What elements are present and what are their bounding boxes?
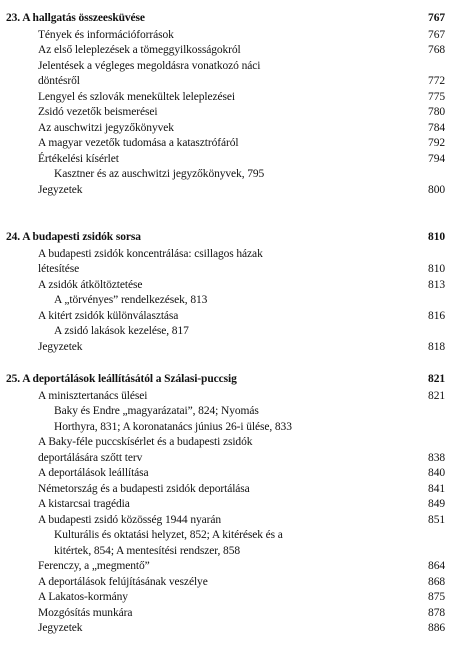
chapter-heading-text: 23. A hallgatás összeesküvése: [6, 12, 145, 24]
toc-entry-text: A budapesti zsidó közösség 1944 nyarán: [38, 513, 222, 526]
toc-entry-page-number: 851: [428, 513, 445, 526]
toc-entry-text: kitértek, 854; A mentesítési rendszer, 858: [54, 544, 241, 557]
toc-entry-text: A „törvényes” rendelkezések, 813: [54, 294, 208, 306]
toc-entry-page-number: 816: [428, 309, 445, 322]
toc-entry-text: A Baky-féle puccskísérlet és a budapesti zsidók: [38, 436, 253, 448]
toc-entry-page-number: 800: [428, 183, 445, 196]
toc-entry-text: Jegyzetek: [38, 183, 83, 196]
toc-entry-text: Zsidó vezetők beismerései: [38, 106, 158, 118]
toc-entry-text: Kasztner és az auschwitzi jegyzőkönyvek, 795: [54, 168, 265, 180]
toc-entry-page-number: 775: [428, 90, 445, 103]
toc-entry-text: A zsidó lakások kezelése, 817: [54, 325, 189, 337]
toc-entry-text: Jegyzetek: [38, 340, 83, 353]
toc-entry-text: döntésről: [38, 75, 80, 87]
toc-entry-text: A magyar vezetők tudomása a katasztrófáról: [38, 137, 239, 149]
toc-entry-text: A deportálások felújításának veszélye: [38, 575, 208, 588]
toc-entry-page-number: 767: [428, 28, 445, 41]
toc-entry-text: Németország és a budapesti zsidók deportálása: [38, 482, 250, 495]
toc-entry-page-number: 784: [428, 121, 445, 134]
toc-entry-text: Lengyel és szlovák menekültek leleplezései: [38, 90, 235, 103]
toc-entry-page-number: 878: [428, 606, 445, 619]
toc-entry-text: Tények és információforrások: [38, 28, 174, 41]
toc-entry-page-number: 840: [428, 467, 445, 479]
toc-entry-page-number: 868: [428, 575, 445, 588]
toc-entry-text: A zsidók átköltöztetése: [38, 278, 143, 291]
toc-entry-text: Baky és Endre „magyarázatai”, 824; Nyomás: [54, 405, 259, 417]
chapter-heading-page-number: 767: [428, 12, 445, 24]
toc-entry-text: A deportálások leállítása: [38, 467, 149, 479]
toc-entry-page-number: 810: [428, 263, 445, 275]
toc-entry-text: létesítése: [38, 263, 80, 275]
toc-entry-text: Kulturális és oktatási helyzet, 852; A kitérések és a: [54, 529, 283, 541]
toc-entry-text: A minisztertanács ülései: [38, 389, 148, 402]
toc-entry-page-number: 841: [428, 482, 445, 495]
toc-entry-text: Horthyra, 831; A koronatanács június 26-i ülése, 833: [54, 420, 292, 433]
toc-entry-text: Az auschwitzi jegyzőkönyvek: [38, 121, 174, 134]
toc-entry-text: Mozgósítás munkára: [38, 606, 133, 619]
toc-entry-text: A Lakatos-kormány: [38, 591, 128, 603]
toc-entry-page-number: 875: [428, 591, 445, 603]
toc-entry-page-number: 864: [428, 560, 445, 572]
toc-entry-text: A budapesti zsidók koncentrálása: csillagos házak: [38, 247, 263, 260]
toc-entry-page-number: 886: [428, 622, 445, 634]
toc-entry-page-number: 813: [428, 278, 445, 291]
toc-entry-page-number: 818: [428, 340, 445, 353]
toc-entry-text: Jegyzetek: [38, 622, 83, 634]
chapter-heading-page-number: 821: [428, 373, 445, 385]
toc-entry-page-number: 849: [428, 498, 445, 510]
toc-entry-page-number: 838: [428, 451, 445, 464]
toc-entry-text: Jelentések a végleges megoldásra vonatkozó náci: [38, 59, 261, 72]
chapter-heading-text: 25. A deportálások leállításától a Szálasi-puccsig: [6, 373, 237, 385]
chapter-heading-text: 24. A budapesti zsidók sorsa: [6, 231, 141, 243]
toc-entry-page-number: 772: [428, 75, 445, 87]
toc-entry-page-number: 780: [428, 106, 445, 118]
toc-entry-text: Értékelési kísérlet: [38, 152, 119, 165]
toc-entry-text: A kistarcsai tragédia: [38, 498, 130, 510]
toc-entry-text: Ferenczy, a „megmentő”: [38, 560, 150, 572]
toc-entry-page-number: 794: [428, 152, 445, 165]
chapter-heading-page-number: 810: [428, 231, 445, 243]
toc-entry-text: Az első leleplezések a tömeggyilkosságokról: [38, 44, 241, 56]
toc-entry-page-number: 792: [428, 137, 445, 149]
toc-entry-text: A kitért zsidók különválasztása: [38, 309, 179, 322]
toc-entry-page-number: 821: [428, 389, 445, 402]
toc-entry-page-number: 768: [428, 44, 445, 56]
toc-entry-text: deportálására szőtt terv: [38, 451, 143, 464]
